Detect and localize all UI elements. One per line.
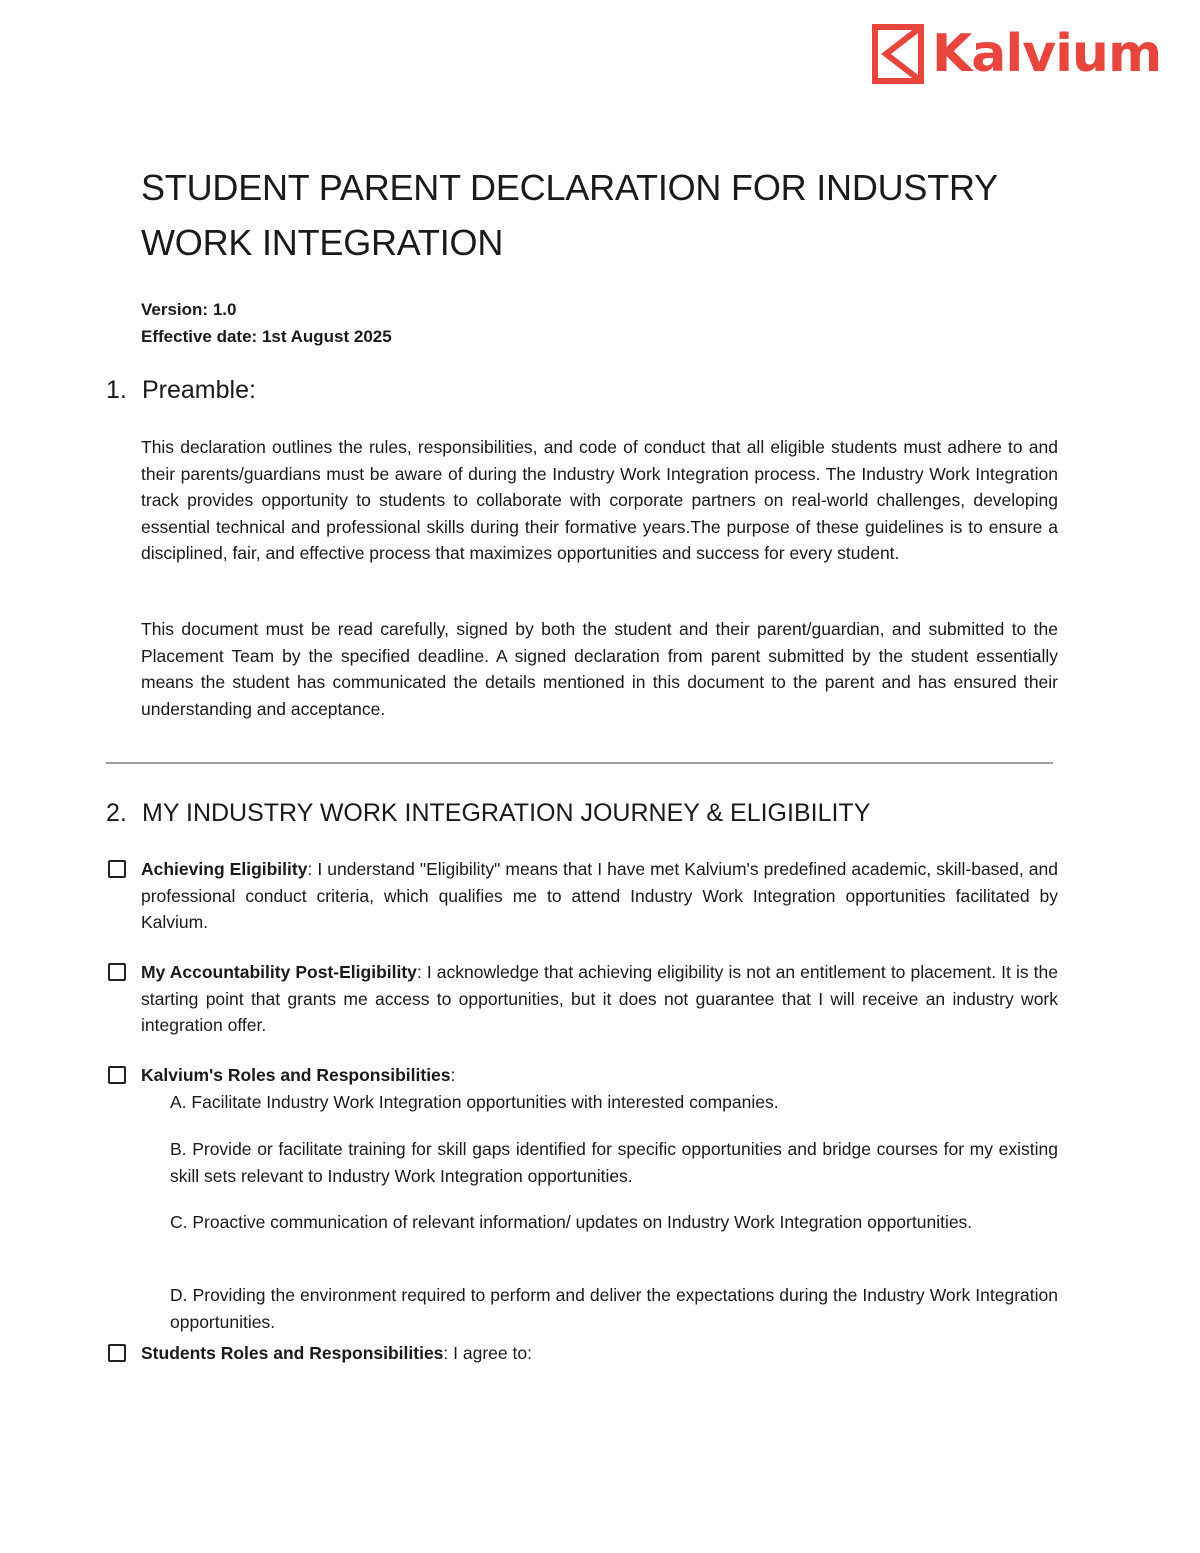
version-value: 1.0 bbox=[212, 300, 237, 319]
logo-wordmark: Kalvium bbox=[932, 24, 1162, 84]
section-title: Preamble: bbox=[142, 376, 256, 404]
kalvium-logo-icon bbox=[872, 24, 924, 84]
item-label: My Accountability Post-Eligibility bbox=[141, 962, 417, 982]
subitem-b: B. Provide or facilitate training for skill gaps identified for specific opportunities and bridge courses for my existing skill sets relevant to Industry Work Integration opportunities. bbox=[170, 1139, 1058, 1186]
preamble-paragraph-1: This declaration outlines the rules, responsibilities, and code of conduct that all eligible students must adhere to and their parents/guardians must be aware of during the Industry Work Integration process. The Industry Work Integration track provides opportunity to students to collaborate with corporate partners on real-world challenges, developing essential technical and professional skills during their formative years.The purpose of these guidelines is to ensure a disciplined, fair, and effective process that maximizes opportunities and success for every student. bbox=[141, 437, 1058, 563]
checkbox[interactable] bbox=[108, 1066, 126, 1084]
document-title: STUDENT PARENT DECLARATION FOR INDUSTRY WORK INTEGRATION bbox=[141, 167, 998, 263]
subitem-c: C. Proactive communication of relevant information/ updates on Industry Work Integration opportunities. bbox=[170, 1212, 973, 1232]
version-label: Version: bbox=[141, 300, 209, 319]
subitem-d: D. Providing the environment required to perform and deliver the expectations during the Industry Work Integration opportunities. bbox=[170, 1285, 1058, 1332]
checklist-item-eligibility bbox=[108, 856, 1058, 936]
preamble-paragraph-2: This document must be read carefully, signed by both the student and their parent/guardian, and submitted to the Placement Team by the specified deadline. A signed declaration from parent submitted by the student essentially means the student has communicated the details mentioned in this document to the parent and has ensured their understanding and acceptance. bbox=[141, 619, 1058, 719]
section-title: MY INDUSTRY WORK INTEGRATION JOURNEY & ELIGIBILITY bbox=[142, 799, 871, 827]
item-text: : I acknowledge that achieving eligibility is not an entitlement to placement. It is the starting point that grants me access to opportunities, but it does not guarantee that I will receive an industry work integration offer. bbox=[141, 962, 1058, 1035]
checklist-item-student-roles bbox=[108, 1340, 1058, 1367]
item-label: Achieving Eligibility bbox=[141, 859, 308, 879]
checkbox[interactable] bbox=[108, 860, 126, 878]
effective-date-value: 1st August 2025 bbox=[261, 327, 392, 346]
subitem-a: A. Facilitate Industry Work Integration opportunities with interested companies. bbox=[170, 1092, 779, 1112]
item-label: Kalvium's Roles and Responsibilities bbox=[141, 1065, 451, 1085]
checklist-item-kalvium-roles bbox=[108, 1062, 1058, 1089]
checkbox[interactable] bbox=[108, 963, 126, 981]
section-divider bbox=[106, 762, 1053, 764]
item-text: : I understand "Eligibility" means that I have met Kalvium's predefined academic, skill-based, and professional conduct criteria, which qualifies me to attend Industry Work Integration opportunities facilitated by Kalvium. bbox=[141, 859, 1058, 932]
section-heading-preamble bbox=[106, 374, 256, 406]
section-heading-journey bbox=[106, 797, 870, 829]
item-text: : bbox=[450, 1065, 456, 1085]
document-meta bbox=[141, 296, 392, 350]
item-text: : I agree to: bbox=[443, 1343, 532, 1363]
section-number: 2. bbox=[106, 799, 127, 827]
kalvium-logo bbox=[872, 24, 1161, 84]
version-line bbox=[141, 296, 392, 323]
section-number: 1. bbox=[106, 376, 127, 404]
effective-date-label: Effective date: bbox=[141, 327, 258, 346]
effective-date-line bbox=[141, 323, 392, 350]
checkbox[interactable] bbox=[108, 1344, 126, 1362]
item-label: Students Roles and Responsibilities bbox=[141, 1343, 444, 1363]
checklist-item-accountability bbox=[108, 959, 1058, 1039]
